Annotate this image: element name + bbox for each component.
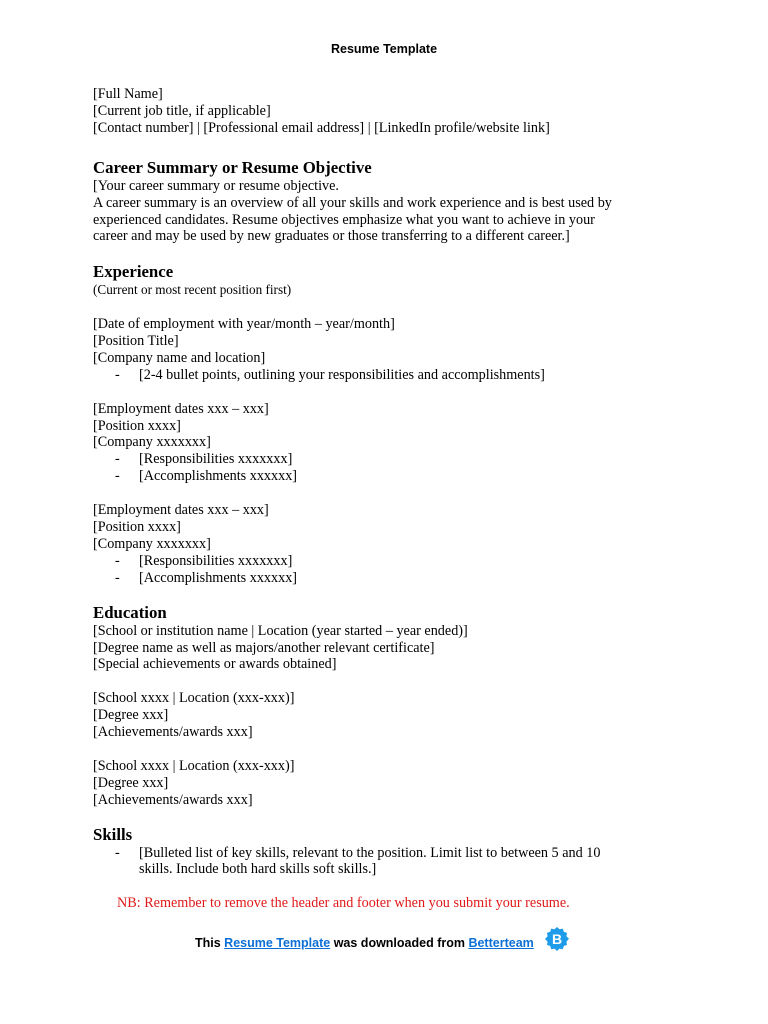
summary-heading: Career Summary or Resume Objective [93, 157, 372, 177]
document-title: Resume Template [330, 42, 438, 56]
bullet-dash: - [115, 844, 120, 861]
school-line: [School xxxx | Location (xxx-xxx)] [93, 757, 295, 774]
summary-line: A career summary is an overview of all your skills and work experience and is best used by [93, 194, 612, 211]
job-dates: [Date of employment with year/month – year/month] [93, 316, 395, 333]
job-bullet [93, 468, 693, 485]
job-dates: [Employment dates xxx – xxx] [93, 400, 269, 417]
betterteam-logo-icon[interactable] [544, 926, 570, 952]
degree-line: [Degree xxx] [93, 707, 169, 724]
degree-line: [Degree name as well as majors/another relevant certificate] [93, 639, 435, 656]
degree-line: [Degree xxx] [93, 774, 169, 791]
job-bullet [93, 570, 693, 587]
betterteam-link[interactable]: Betterteam [468, 936, 534, 950]
skills-bullet-continued: skills. Include both hard skills soft skills.] [139, 861, 377, 878]
bullet-text: [2-4 bullet points, outlining your responsibilities and accomplishments] [139, 366, 545, 383]
summary-line: career and may be used by new graduates or those transferring to a different career.] [93, 228, 570, 245]
job-dates: [Employment dates xxx – xxx] [93, 502, 269, 519]
skills-text: [Bulleted list of key skills, relevant to the position. Limit list to between 5 and 10 [139, 844, 601, 861]
bullet-dash: - [115, 552, 120, 569]
logo-letter: B [551, 931, 563, 947]
footer-prefix: This [195, 936, 225, 950]
job-bullet [93, 451, 693, 468]
resume-body [93, 86, 693, 912]
job-title-entry: [Position xxxx] [93, 417, 181, 434]
education-heading: Education [93, 602, 167, 622]
school-line: [School xxxx | Location (xxx-xxx)] [93, 690, 295, 707]
job-company: [Company xxxxxxx] [93, 434, 211, 451]
job-company: [Company xxxxxxx] [93, 535, 211, 552]
awards-line: [Special achievements or awards obtained] [93, 656, 337, 673]
school-line: [School or institution name | Location (year started – year ended)] [93, 622, 468, 639]
experience-heading: Experience [93, 262, 174, 282]
bullet-dash: - [115, 569, 120, 586]
full-name: [Full Name] [93, 86, 163, 102]
bullet-dash: - [115, 451, 120, 468]
experience-note: (Current or most recent position first) [93, 282, 292, 298]
summary-line: [Your career summary or resume objective. [93, 177, 339, 194]
job-title-entry: [Position xxxx] [93, 518, 181, 535]
awards-line: [Achievements/awards xxx] [93, 724, 253, 741]
nb-note: NB: Remember to remove the header and footer when you submit your resume. [117, 895, 570, 912]
summary-line: experienced candidates. Resume objectives emphasize what you want to achieve in your [93, 211, 595, 228]
bullet-text: [Accomplishments xxxxxx] [139, 468, 298, 485]
job-title-entry: [Position Title] [93, 333, 179, 350]
bullet-text: [Responsibilities xxxxxxx] [139, 552, 293, 569]
bullet-text: [Accomplishments xxxxxx] [139, 569, 298, 586]
job-title: [Current job title, if applicable] [93, 102, 271, 119]
resume-template-link[interactable]: Resume Template [224, 936, 331, 950]
bullet-dash: - [115, 366, 120, 383]
skills-bullet [93, 845, 693, 862]
job-bullet [93, 553, 693, 570]
download-footer [195, 936, 534, 950]
job-company: [Company name and location] [93, 349, 266, 366]
footer-middle: was downloaded from [330, 936, 469, 950]
bullet-text: [Responsibilities xxxxxxx] [139, 451, 293, 468]
skills-heading: Skills [93, 824, 133, 844]
awards-line: [Achievements/awards xxx] [93, 791, 253, 808]
bullet-dash: - [115, 468, 120, 485]
contact-line: [Contact number] | [Professional email address] | [LinkedIn profile/website link] [93, 119, 550, 136]
job-bullet [93, 367, 693, 384]
